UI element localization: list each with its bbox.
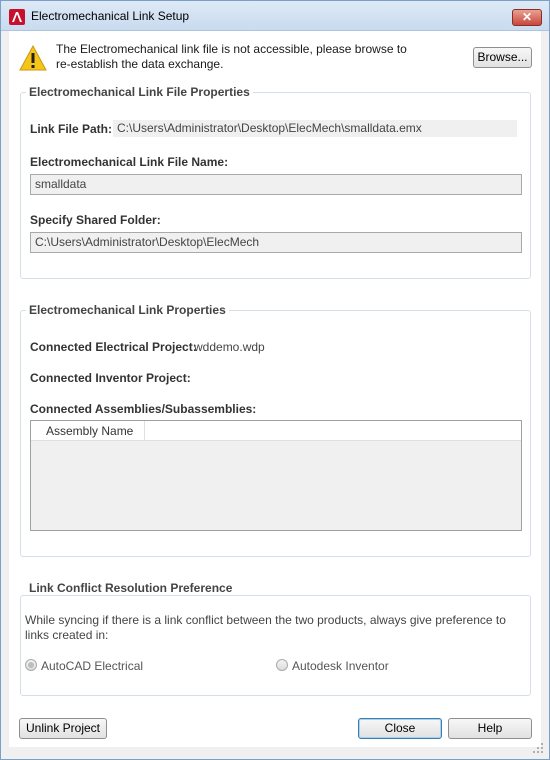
electrical-project-label: Connected Electrical Project: [30,340,197,354]
help-button[interactable]: Help [448,718,532,739]
unlink-project-button[interactable]: Unlink Project [19,718,107,739]
warning-message [56,42,456,72]
file-properties-legend: Electromechanical Link File Properties [26,85,253,99]
conflict-resolution-group [20,595,531,696]
conflict-description [25,613,525,643]
conflict-description-line-1: While syncing if there is a link conflict between the two products, always give preference to [25,613,506,627]
link-file-name-label: Electromechanical Link File Name: [30,155,229,169]
link-file-path-value: C:\Users\Administrator\Desktop\ElecMech\smalldata.emx [113,120,517,137]
link-file-path-label: Link File Path: [30,122,113,136]
autocad-electrical-label[interactable]: AutoCAD Electrical [41,659,144,673]
warning-icon [19,45,47,71]
assemblies-label: Connected Assemblies/Subassemblies: [30,402,257,416]
warning-line-1: The Electromechanical link file is not accessible, please browse to [56,42,407,56]
autodesk-inventor-radio[interactable] [276,659,288,671]
close-button[interactable]: Close [358,718,442,739]
electrical-project-value: wddemo.wdp [194,340,265,354]
title-bar[interactable] [1,1,549,31]
autodesk-inventor-label[interactable]: Autodesk Inventor [292,659,389,673]
window-close-button[interactable]: ✕ [512,9,542,26]
inventor-project-label: Connected Inventor Project: [30,371,191,385]
resize-grip-icon[interactable] [531,741,545,755]
warning-line-2: re-establish the data exchange. [56,57,224,71]
link-file-name-field[interactable]: smalldata [30,174,522,195]
assembly-name-column[interactable]: Assembly Name [31,421,145,441]
autocad-logo-icon [9,9,25,25]
shared-folder-label: Specify Shared Folder: [30,213,161,227]
conflict-resolution-legend: Link Conflict Resolution Preference [26,581,235,595]
shared-folder-field[interactable]: C:\Users\Administrator\Desktop\ElecMech [30,232,522,253]
autocad-electrical-radio[interactable] [25,659,37,671]
conflict-description-line-2: links created in: [25,628,109,642]
assemblies-list[interactable] [30,420,522,531]
link-properties-legend: Electromechanical Link Properties [26,303,229,317]
browse-button[interactable]: Browse... [473,47,532,68]
assemblies-list-header [31,421,521,441]
radio-selected-dot [28,662,34,668]
window-title: Electromechanical Link Setup [31,9,190,23]
